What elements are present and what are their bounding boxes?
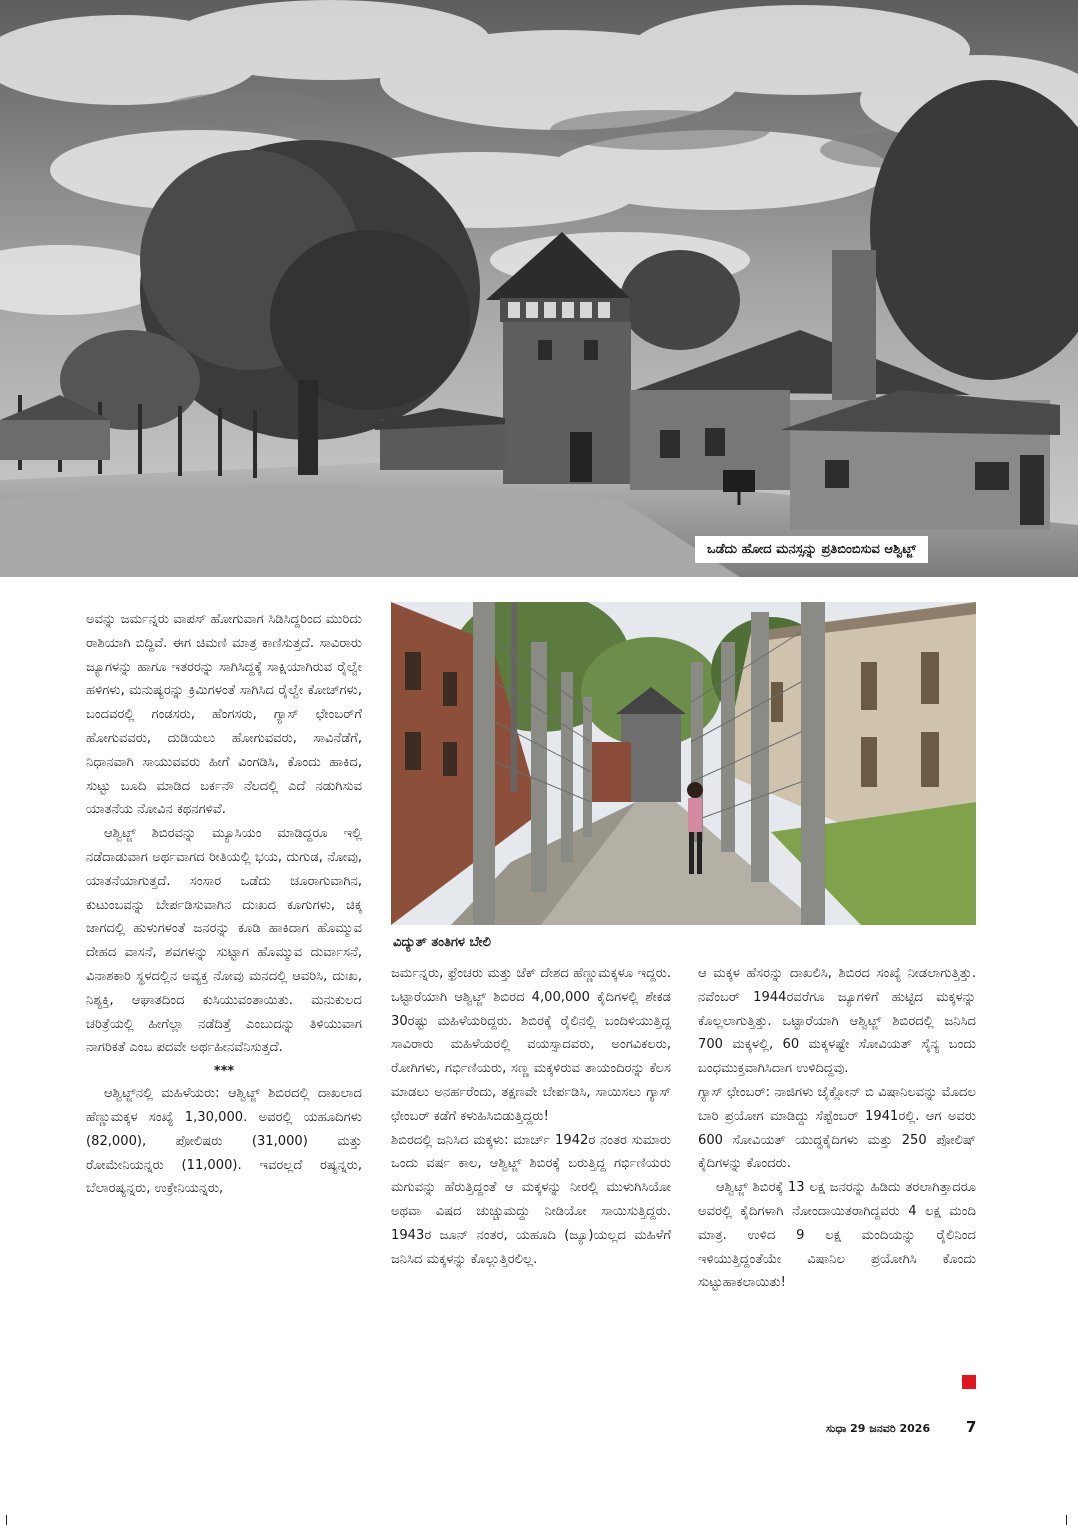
- crop-mark-bottom-right: [1066, 1515, 1067, 1525]
- column-1-paragraph-3: ಆಶ್ವಿಟ್ಜ್‌ನಲ್ಲಿ ಮಹಿಳೆಯರು: ಆಶ್ವಿಟ್ಜ್ ಶಿಬಿರದಲ್ಲಿ ದಾಖಲಾದ ಹೆಣ್ಣುಮಕ್ಕಳ ಸಂಖ್ಯೆ 1,30,000. ಅವರಲ್ಲಿ ಯಹೂದಿಗಳು (82,000), ಪೋಲಿಷರು (31,000) ಮತ್ತು ರೋಮೇನಿಯನ್ನರು (11,000). ಇವರಲ್ಲದೆ ರಷ್ಯನ್ನರು, ಬೆಲಾರಷ್ಯನ್ನರು, ಉಕ್ರೇನಿಯನ್ನರು,: [86, 1086, 362, 1197]
- column-1-paragraph-1: ಅವನ್ನು ಜರ್ಮನ್ನರು ವಾಪಸ್ ಹೋಗುವಾಗ ಸಿಡಿಸಿದ್ದರಿಂದ ಮುರಿದು ರಾಶಿಯಾಗಿ ಬಿದ್ದಿವೆ. ಈಗ ಚಿಮಣಿ ಮಾತ್ರ ಕಾಣಿಸುತ್ತದೆ. ಸಾವಿರಾರು ಜ್ಯೂಗಳನ್ನು ಹಾಗೂ ಇತರರನ್ನು ಸಾಗಿಸಿದ್ದಕ್ಕೆ ಸಾಕ್ಷಿಯಾಗಿರುವ ರೈಲ್ವೇ ಹಳಿಗಳು, ಮನುಷ್ಯರನ್ನು ಕ್ರಿಮಿಗಳಂತೆ ಸಾಗಿಸಿದ ರೈಲ್ವೇ ಕೋಚ್‌ಗಳು, ಬಂದವರಲ್ಲಿ ಗಂಡಸರು, ಹೆಂಗಸರು, ಗ್ಯಾಸ್ ಛೇಂಬರ್‌ಗೆ ಹೋಗುವವರು, ದುಡಿಯಲು ಹೋಗುವವರು, ಸಾವಿನೆಡೆಗೆ, ನಿಧಾನವಾಗಿ ಸಾಯುವವರು ಹೀಗೆ ವಿಂಗಡಿಸಿ, ಕೊಂದು ಹಾಕಿದ, ಸುಟ್ಟು ಬೂದಿ ಮಾಡಿದ ಬರ್ಕನೌ ನೆಲದಲ್ಲಿ ಎದೆ ನಡುಗಿಸುವ ಯಾತನೆಯ ನೋವಿನ ಕಥನಗಳಿವೆ.: [86, 612, 362, 818]
- hero-photo-caption: ಒಡೆದು ಹೋದ ಮನಸ್ಸನ್ನು ಪ್ರತಿಬಿಂಬಿಸುವ ಆಶ್ವಿಟ್ಜ್: [695, 536, 928, 563]
- inset-photo-illustration: [391, 602, 976, 925]
- hero-photo-illustration: [0, 0, 1078, 577]
- article-end-mark: [962, 1375, 976, 1389]
- crop-mark-bottom-left: [6, 1515, 7, 1525]
- inset-photo-caption: ವಿದ್ಯುತ್ ತಂತಿಗಳ ಬೇಲಿ: [393, 935, 491, 950]
- article-column-3: [698, 962, 976, 1295]
- inset-photo: [391, 602, 976, 925]
- column-3-paragraph-3: ಆಶ್ವಿಟ್ಜ್ ಶಿಬಿರಕ್ಕೆ 13 ಲಕ್ಷ ಜನರನ್ನು ಹಿಡಿದು ತರಲಾಗಿತ್ತಾದರೂ ಅವರಲ್ಲಿ ಕೈದಿಗಳಾಗಿ ನೋಂದಾಯಿತರಾಗಿದ್ದವರು 4 ಲಕ್ಷ ಮಂದಿ ಮಾತ್ರ. ಉಳಿದ 9 ಲಕ್ಷ ಮಂದಿಯನ್ನು ರೈಲಿನಿಂದ ಇಳಿಯುತ್ತಿದ್ದಂತೆಯೇ ವಿಷಾನಿಲ ಪ್ರಯೋಗಿಸಿ ಕೊಂದು ಸುಟ್ಟುಹಾಕಲಾಯಿತು!: [698, 1180, 976, 1291]
- footer-publication-date: ಸುಧಾ 29 ಜನವರಿ 2026: [826, 1422, 931, 1435]
- column-3-paragraph-1: ಆ ಮಕ್ಕಳ ಹೆಸರನ್ನು ದಾಖಲಿಸಿ, ಶಿಬಿರದ ಸಂಖ್ಯೆ ನೀಡಲಾಗುತ್ತಿತ್ತು. ನವೆಂಬರ್ 1944ರವರೆಗೂ ಜ್ಯೂಗಳಿಗೆ ಹುಟ್ಟಿದ ಮಕ್ಕಳನ್ನು ಕೊಲ್ಲಲಾಗುತ್ತಿತ್ತು. ಒಟ್ಟಾರೆಯಾಗಿ ಆಶ್ವಿಟ್ಜ್ ಶಿಬಿರದಲ್ಲಿ ಜನಿಸಿದ 700 ಮಕ್ಕಳಲ್ಲಿ, 60 ಮಕ್ಕಳಷ್ಟೇ ಸೋವಿಯತ್ ಸೈನ್ಯ ಬಂದು ಬಂಧಮುಕ್ತವಾಗಿಸಿದಾಗ ಉಳಿದಿದ್ದವು.: [698, 966, 976, 1077]
- section-separator: ***: [213, 1064, 235, 1080]
- column-3-paragraph-2: ಗ್ಯಾಸ್ ಛೇಂಬರ್: ನಾಜಿಗಳು ಜೈಕ್ಲೋನ್ ಬಿ ವಿಷಾನಿಲವನ್ನು ಮೊದಲ ಬಾರಿ ಪ್ರಯೋಗ ಮಾಡಿದ್ದು ಸೆಪ್ಟೆಂಬರ್ 1941ರಲ್ಲಿ. ಆಗ ಅವರು 600 ಸೋವಿಯತ್ ಯುದ್ಧಕೈದಿಗಳು ಮತ್ತು 250 ಪೋಲಿಷ್ ಕೈದಿಗಳನ್ನು ಕೊಂದರು.: [698, 1084, 976, 1172]
- page-number: 7: [966, 1418, 977, 1436]
- column-1-paragraph-2: ಆಶ್ವಿಟ್ಜ್ ಶಿಬಿರವನ್ನು ಮ್ಯೂಸಿಯಂ ಮಾಡಿದ್ದರೂ ಇಲ್ಲಿ ನಡೆದಾಡುವಾಗ ಅರ್ಥವಾಗದ ರೀತಿಯಲ್ಲಿ ಭಯ, ದುಗುಡ, ನೋವು, ಯಾತನೆಯಾಗುತ್ತದೆ. ಸಂಸಾರ ಒಡೆದು ಚೂರಾಗುವಾಗಿನ, ಕುಟುಂಬವನ್ನು ಬೇರ್ಪಡಿಸುವಾಗಿನ ದುಃಖದ ಕೂಗುಗಳು, ಚಿಕ್ಕ ಜಾಗದಲ್ಲಿ ಹುಳುಗಳಂತೆ ಜನರನ್ನು ಕೂಡಿ ಹಾಕಿದಾಗ ಹೊಮ್ಮುವ ದೇಹದ ವಾಸನೆ, ಶವಗಳನ್ನು ಸುಟ್ಟಾಗ ಹೊಮ್ಮುವ ದುರ್ವಾಸನೆ, ವಿನಾಶಕಾರಿ ಸ್ಥಳದಲ್ಲಿನ ಅವ್ಯಕ್ತ ನೋವು ಮನದಲ್ಲಿ ಆವರಿಸಿ, ದುಃಖ, ನಿಶ್ಯಕ್ತಿ, ಆಘಾತದಿಂದ ಕುಸಿಯುವಂತಾಯಿತು. ಮನುಕುಲದ ಚರಿತ್ರೆಯಲ್ಲಿ ಹೀಗೆಲ್ಲಾ ನಡೆದಿತ್ತೆ ಎಂಬುದನ್ನು ತಿಳಿಯುವಾಗ ನಾಗರಿಕತೆ ಎಂಬ ಪದವೇ ಅರ್ಥಹೀನವೆನಿಸುತ್ತದೆ.: [86, 826, 362, 1056]
- article-column-2: [391, 962, 671, 1271]
- page-footer: [826, 1418, 976, 1440]
- article-column-1: [86, 608, 362, 1201]
- hero-photo: [0, 0, 1078, 577]
- column-2-paragraph-1: ಜರ್ಮನ್ನರು, ಫ್ರೆಂಚರು ಮತ್ತು ಜೆಕ್ ದೇಶದ ಹೆಣ್ಣುಮಕ್ಕಳೂ ಇದ್ದರು. ಒಟ್ಟಾರೆಯಾಗಿ ಆಶ್ವಿಟ್ಜ್ ಶಿಬಿರದ 4,00,000 ಕೈದಿಗಳಲ್ಲಿ ಶೇಕಡ 30ರಷ್ಟು ಮಹಿಳೆಯರಿದ್ದರು. ಶಿಬಿರಕ್ಕೆ ರೈಲಿನಲ್ಲಿ ಬಂದಿಳಿಯುತ್ತಿದ್ದ ಸಾವಿರಾರು ಮಹಿಳೆಯರಲ್ಲಿ ವಯಸ್ಸಾದವರು, ಅಂಗವಿಕಲರು, ರೋಗಿಗಳು, ಗರ್ಭಿಣಿಯರು, ಸಣ್ಣ ಮಕ್ಕಳಿರುವ ತಾಯಂದಿರನ್ನು ಕೆಲಸ ಮಾಡಲು ಅನರ್ಹರೆಂದು, ತಕ್ಷಣವೇ ಬೇರ್ಪಡಿಸಿ, ಸಾಯಿಸಲು ಗ್ಯಾಸ್ ಛೇಂಬರ್ ಕಡೆಗೆ ಕಳುಹಿಸಿಬಿಡುತ್ತಿದ್ದರು!: [391, 966, 671, 1124]
- column-2-paragraph-2: ಶಿಬಿರದಲ್ಲಿ ಜನಿಸಿದ ಮಕ್ಕಳು: ಮಾರ್ಚ್ 1942ರ ನಂತರ ಸುಮಾರು ಒಂದು ವರ್ಷ ಕಾಲ, ಆಶ್ವಿಟ್ಜ್ ಶಿಬಿರಕ್ಕೆ ಬರುತ್ತಿದ್ದ ಗರ್ಭಿಣಿಯರು ಮಗುವನ್ನು ಹೆರುತ್ತಿದ್ದಂತೆ ಆ ಮಕ್ಕಳನ್ನು ನೀರಲ್ಲಿ ಮುಳುಗಿಸಿಯೋ ಅಥವಾ ವಿಷದ ಚುಚ್ಚುಮದ್ದು ನೀಡಿಯೋ ಸಾಯಿಸುತ್ತಿದ್ದರು. 1943ರ ಜೂನ್ ನಂತರ, ಯಹೂದಿ (ಜ್ಯೂ)ಯಲ್ಲದ ಮಹಿಳೆಗೆ ಜನಿಸಿದ ಮಕ್ಕಳನ್ನು ಕೊಲ್ಲುತ್ತಿರಲಿಲ್ಲ.: [391, 1132, 671, 1267]
